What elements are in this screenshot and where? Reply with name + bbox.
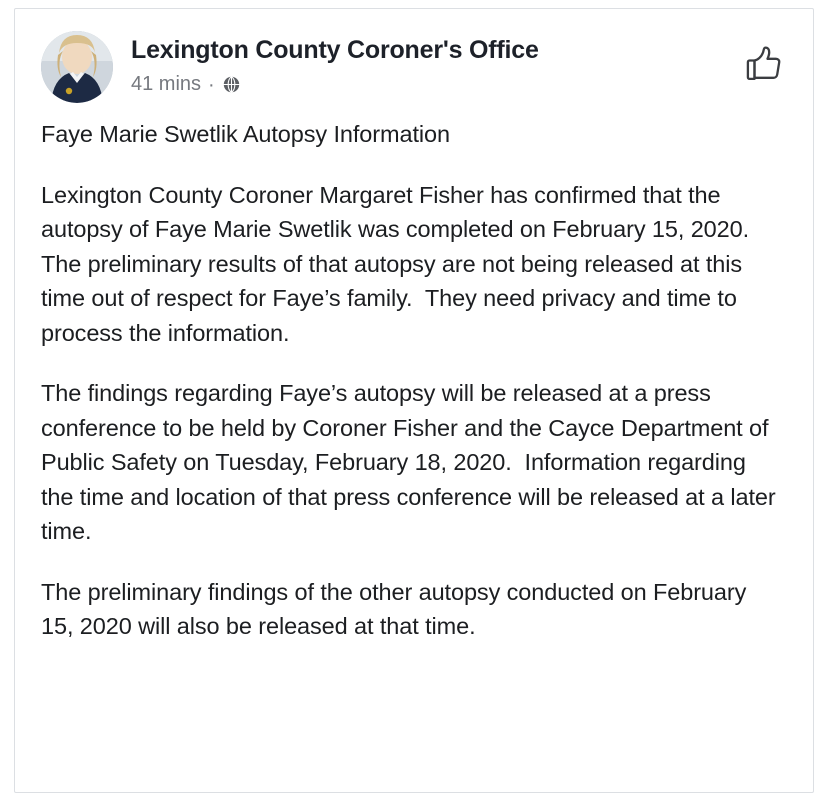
globe-icon[interactable]	[222, 75, 241, 94]
post-header	[41, 31, 787, 103]
post-header-text	[131, 31, 787, 96]
post-paragraph-2: The findings regarding Faye’s autopsy will be released at a press conference to be held by Coroner Fisher and the Cayce Department of Public Safety on Tuesday, February 18, 2020. Information regarding the time and location of that press conference will be released at a later time.	[41, 380, 783, 545]
facebook-post-card	[14, 8, 814, 793]
post-timestamp[interactable]: 41 mins	[131, 73, 202, 95]
post-meta	[131, 73, 787, 96]
post-title: Faye Marie Swetlik Autopsy Information	[41, 121, 450, 147]
page-name[interactable]: Lexington County Coroner's Office	[131, 36, 539, 64]
meta-separator: ·	[208, 73, 215, 96]
post-paragraph-1: Lexington County Coroner Margaret Fisher has confirmed that the autopsy of Faye Marie Swetlik was completed on February 15, 2020. The preliminary results of that autopsy are not being released at this time out of respect for Faye’s family. They need privacy and time to process the information.	[41, 181, 762, 346]
post-paragraph-3: The preliminary findings of the other autopsy conducted on February 15, 2020 will also be released at that time.	[41, 578, 753, 640]
avatar[interactable]	[41, 31, 113, 103]
post-body	[41, 117, 787, 644]
thumbs-up-icon[interactable]	[743, 43, 785, 85]
